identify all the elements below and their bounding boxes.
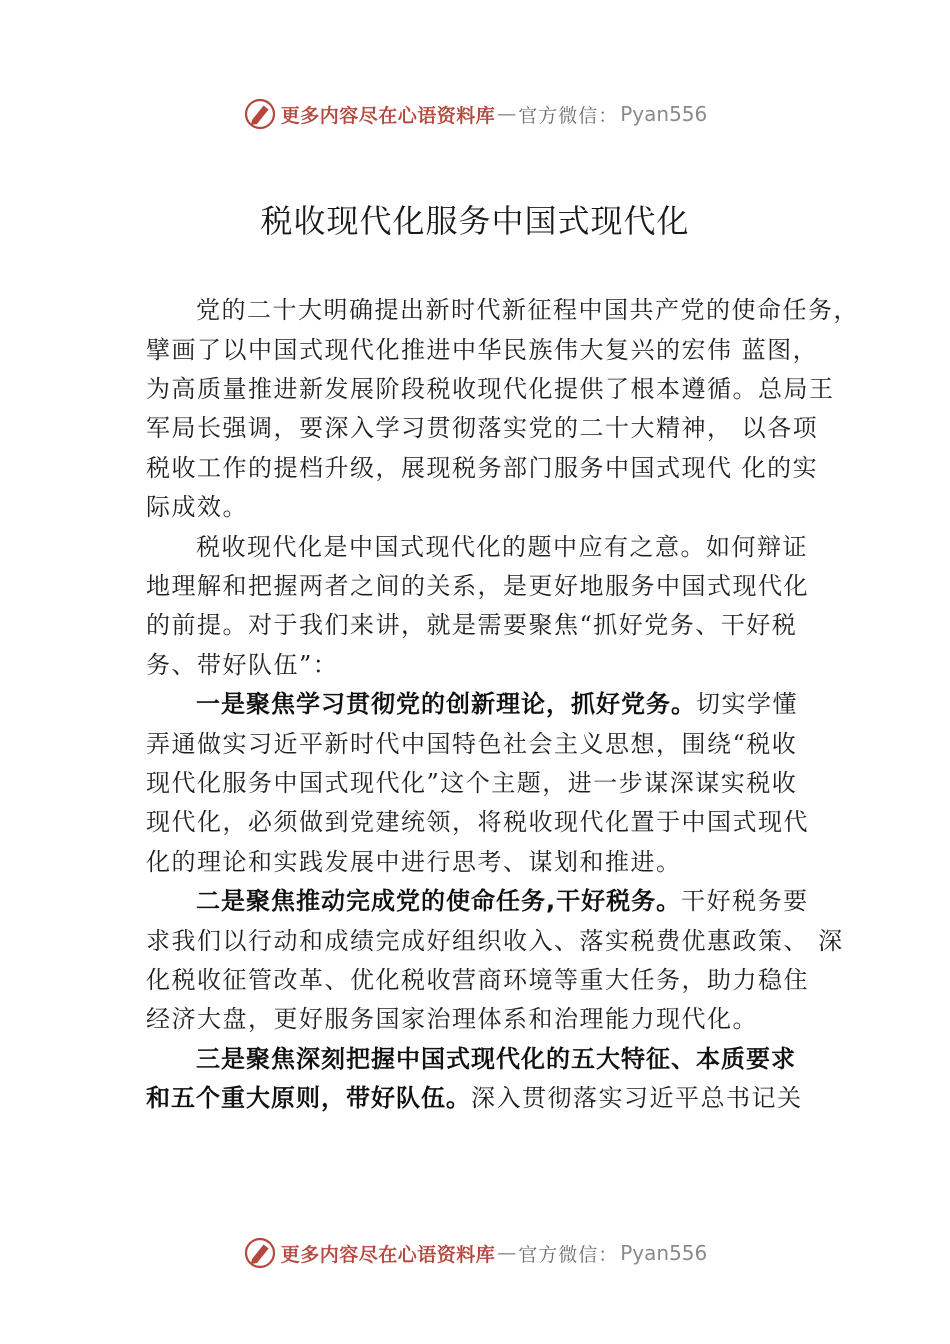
header-wechat-label: 官方微信： [518,104,619,127]
body-line: 税收工作的提档升级，展现税务部门服务中国式现代 化的实 [146,454,819,482]
body-line: 化税收征管改革、优化税收营商环境等重大任务，助力稳住 [146,966,809,994]
body-line: 弄通做实习近平新时代中国特色社会主义思想，围绕“税收 [146,730,798,758]
body-line-with-heading [196,1039,796,1079]
body-line: 际成效。 [146,493,248,521]
footer-wechat-label: 官方微信： [518,1243,619,1266]
body-line: 经济大盘，更好服务国家治理体系和治理能力现代化。 [146,1005,758,1033]
body-line-with-heading [196,684,798,724]
header-wechat-id: Pyan556 [620,102,708,126]
body-line: 求我们以行动和成绩完成好组织收入、落实税费优惠政策、 深 [146,927,844,955]
body-line: 为高质量推进新发展阶段税收现代化提供了根本遵循。总局王 [146,375,835,403]
body-line: 党的二十大明确提出新时代新征程中国共产党的使命任务， [196,296,859,324]
body-line-with-heading [146,1078,803,1118]
section-heading-3-cont: 和五个重大原则，带好队伍。 [146,1084,471,1112]
header-brand-text: 更多内容尽在心语资料库 [280,104,496,127]
body-line: 务、带好队伍”： [146,651,339,679]
footer-wechat-id: Pyan556 [620,1241,708,1265]
header-watermark [0,94,950,134]
body-line: 地理解和把握两者之间的关系，是更好地服务中国式现代化 [146,572,809,600]
body-line: 化的理论和实践发展中进行思考、谋划和推进。 [146,848,682,876]
body-text: 干好税务要 [681,887,809,915]
header-dash: — [497,103,517,125]
footer-watermark [0,1233,950,1273]
document-title: 税收现代化服务中国式现代化 [260,202,690,240]
section-heading-1: 一是聚焦学习贯彻党的创新理论，抓好党务。 [196,690,696,718]
footer-dash: — [497,1242,517,1264]
footer-brand-text: 更多内容尽在心语资料库 [280,1243,496,1266]
body-line: 的前提。对于我们来讲，就是需要聚焦“抓好党务、干好税 [146,611,798,639]
body-line: 现代化服务中国式现代化”这个主题，进一步谋深谋实税收 [146,769,798,797]
section-heading-2: 二是聚焦推动完成党的使命任务,干好税务。 [196,887,682,915]
body-line: 税收现代化是中国式现代化的题中应有之意。如何辩证 [196,533,808,561]
section-heading-3: 三是聚焦深刻把握中国式现代化的五大特征、本质要求 [196,1045,796,1073]
body-line: 现代化，必须做到党建统领，将税收现代化置于中国式现代 [146,808,809,836]
pen-logo-icon [243,1236,277,1270]
body-line: 军局长强调，要深入学习贯彻落实党的二十大精神， 以各项 [146,414,819,442]
body-text: 深入贯彻落实习近平总书记关 [471,1084,803,1112]
body-line: 擘画了以中国式现代化推进中华民族伟大复兴的宏伟 蓝图， [146,336,819,364]
body-line-with-heading [196,881,809,921]
pen-logo-icon [243,97,277,131]
body-text: 切实学懂 [696,690,798,718]
